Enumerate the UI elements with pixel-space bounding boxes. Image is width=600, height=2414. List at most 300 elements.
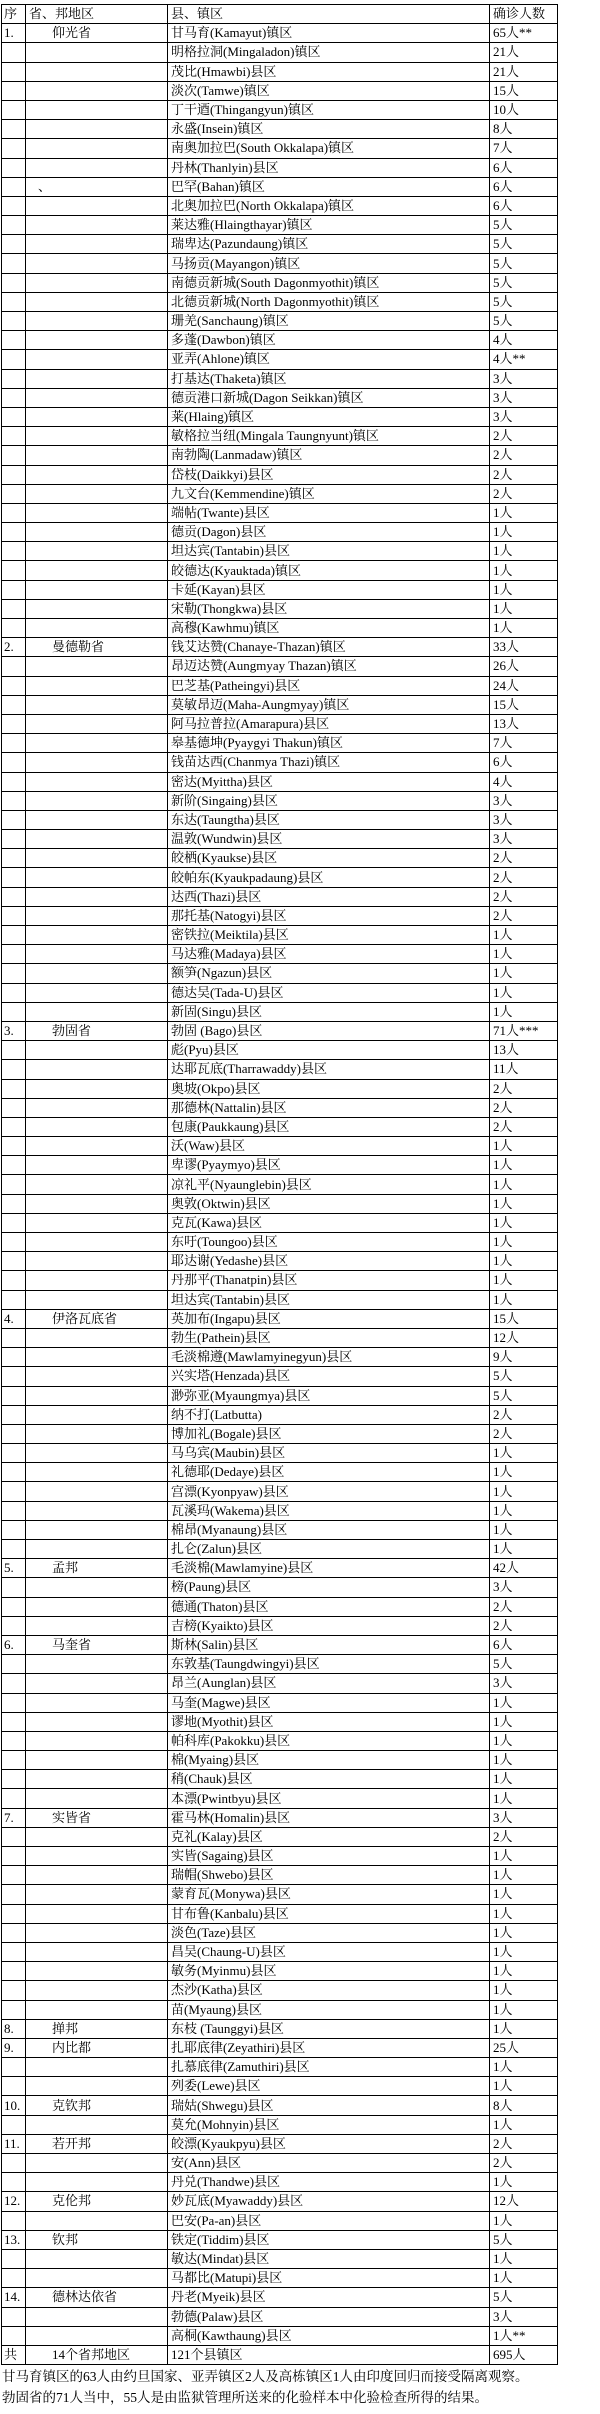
township-cell: 多蓬(Dawbon)镇区 <box>168 331 490 350</box>
confirmed-cases-cell: 3人 <box>490 1578 558 1597</box>
header-row <box>2 5 558 24</box>
row-number-cell <box>2 1712 26 1731</box>
row-number-cell <box>2 2058 26 2077</box>
row-number-cell <box>2 599 26 618</box>
confirmed-cases-cell: 1人 <box>490 1751 558 1770</box>
row-number-cell <box>2 1540 26 1559</box>
township-cell: 扎仑(Zalun)县区 <box>168 1540 490 1559</box>
confirmed-cases-cell: 2人 <box>490 446 558 465</box>
row-number-cell <box>2 1501 26 1520</box>
region-cell <box>26 1290 168 1309</box>
row-number-cell <box>2 484 26 503</box>
township-cell: 毛淡棉(Mawlamyine)县区 <box>168 1559 490 1578</box>
region-cell <box>26 254 168 273</box>
region-cell <box>26 503 168 522</box>
table-row <box>2 2134 558 2153</box>
confirmed-cases-cell: 5人 <box>490 1655 558 1674</box>
row-number-cell <box>2 1290 26 1309</box>
township-cell: 敏达(Mindat)县区 <box>168 2249 490 2268</box>
township-cell: 瓦溪玛(Wakema)县区 <box>168 1501 490 1520</box>
table-row <box>2 1117 558 1136</box>
confirmed-cases-cell: 6人 <box>490 177 558 196</box>
row-number-cell <box>2 1923 26 1942</box>
table-row <box>2 1827 558 1846</box>
table-row <box>2 2154 558 2173</box>
township-cell: 帕科库(Pakokku)县区 <box>168 1731 490 1750</box>
row-number-cell <box>2 1405 26 1424</box>
table-row <box>2 1885 558 1904</box>
row-number-cell <box>2 158 26 177</box>
table-row <box>2 2038 558 2057</box>
region-cell <box>26 62 168 81</box>
township-cell: 马扬贡(Mayangon)镇区 <box>168 254 490 273</box>
row-number-cell <box>2 1386 26 1405</box>
region-cell <box>26 273 168 292</box>
table-row <box>2 1808 558 1827</box>
row-number-cell <box>2 2269 26 2288</box>
table-row <box>2 2192 558 2211</box>
table-row <box>2 1213 558 1232</box>
row-number-cell <box>2 235 26 254</box>
table-row <box>2 2230 558 2249</box>
township-cell: 南德贡新城(South Dagonmyothit)镇区 <box>168 273 490 292</box>
township-cell: 谬地(Myothit)县区 <box>168 1712 490 1731</box>
region-cell: 实皆省 <box>26 1808 168 1827</box>
confirmed-cases-cell: 3人 <box>490 1808 558 1827</box>
row-number-cell <box>2 1578 26 1597</box>
confirmed-cases-cell: 1人 <box>490 1137 558 1156</box>
confirmed-cases-cell: 1人 <box>490 1252 558 1271</box>
township-cell: 端帖(Twante)县区 <box>168 503 490 522</box>
row-number-cell <box>2 139 26 158</box>
township-cell: 明格拉洞(Mingaladon)镇区 <box>168 43 490 62</box>
confirmed-cases-cell: 1人 <box>490 1463 558 1482</box>
township-cell: 沃(Waw)县区 <box>168 1137 490 1156</box>
township-cell: 打基达(Thaketa)镇区 <box>168 369 490 388</box>
region-cell <box>26 1866 168 1885</box>
township-cell: 那德林(Nattalin)县区 <box>168 1098 490 1117</box>
table-row <box>2 1540 558 1559</box>
row-number-cell <box>2 2154 26 2173</box>
confirmed-cases-cell: 2人 <box>490 2154 558 2173</box>
region-cell: 、 <box>26 177 168 196</box>
table-row <box>2 1328 558 1347</box>
township-cell: 斯林(Salin)县区 <box>168 1635 490 1654</box>
table-row <box>2 2249 558 2268</box>
region-cell <box>26 465 168 484</box>
row-number-cell <box>2 177 26 196</box>
township-cell: 马奎(Magwe)县区 <box>168 1693 490 1712</box>
table-row <box>2 1942 558 1961</box>
confirmed-cases-cell: 1人 <box>490 1271 558 1290</box>
township-cell: 列委(Lewe)县区 <box>168 2077 490 2096</box>
row-number-cell <box>2 1424 26 1443</box>
region-cell <box>26 1367 168 1386</box>
confirmed-cases-cell: 1人 <box>490 1712 558 1731</box>
township-cell: 南奥加拉巴(South Okkalapa)镇区 <box>168 139 490 158</box>
region-cell: 德林达依省 <box>26 2288 168 2307</box>
row-number-cell <box>2 1233 26 1252</box>
region-cell <box>26 1693 168 1712</box>
confirmed-cases-cell: 65人** <box>490 24 558 43</box>
township-cell: 卑谬(Pyaymyo)县区 <box>168 1156 490 1175</box>
row-number-cell <box>2 983 26 1002</box>
township-cell: 勃德(Palaw)县区 <box>168 2307 490 2326</box>
confirmed-cases-cell: 1人 <box>490 1194 558 1213</box>
row-number-cell <box>2 1098 26 1117</box>
row-number-cell: 3. <box>2 1021 26 1040</box>
township-cell: 九文台(Kemmendine)镇区 <box>168 484 490 503</box>
row-number-cell <box>2 964 26 983</box>
table-row <box>2 2307 558 2326</box>
confirmed-cases-cell: 1人 <box>490 2019 558 2038</box>
row-number-cell <box>2 216 26 235</box>
region-cell <box>26 1386 168 1405</box>
table-row <box>2 465 558 484</box>
township-cell: 霍马林(Homalin)县区 <box>168 1808 490 1827</box>
row-number-cell <box>2 388 26 407</box>
table-row <box>2 1520 558 1539</box>
region-cell <box>26 1328 168 1347</box>
region-cell <box>26 1348 168 1367</box>
confirmed-cases-cell: 1人 <box>490 599 558 618</box>
region-cell <box>26 1597 168 1616</box>
table-row <box>2 1290 558 1309</box>
confirmed-cases-cell: 1人 <box>490 1520 558 1539</box>
table-header <box>2 5 558 24</box>
table-row <box>2 1137 558 1156</box>
region-cell <box>26 1233 168 1252</box>
confirmed-cases-cell: 42人 <box>490 1559 558 1578</box>
table-row <box>2 1789 558 1808</box>
region-cell <box>26 1213 168 1232</box>
township-cell: 那托基(Natogyi)县区 <box>168 906 490 925</box>
confirmed-cases-cell: 2人 <box>490 1117 558 1136</box>
table-row <box>2 676 558 695</box>
row-number-cell <box>2 2211 26 2230</box>
row-number-cell <box>2 906 26 925</box>
region-cell <box>26 2000 168 2019</box>
region-cell: 曼德勒省 <box>26 638 168 657</box>
row-number-cell <box>2 1731 26 1750</box>
table-row <box>2 1098 558 1117</box>
confirmed-cases-cell: 8人 <box>490 120 558 139</box>
confirmed-cases-cell: 24人 <box>490 676 558 695</box>
row-number-cell <box>2 945 26 964</box>
table-row <box>2 1405 558 1424</box>
confirmed-cases-cell: 12人 <box>490 2192 558 2211</box>
township-cell: 彪(Pyu)县区 <box>168 1041 490 1060</box>
confirmed-cases-cell: 3人 <box>490 388 558 407</box>
table-row <box>2 2000 558 2019</box>
table-row <box>2 1424 558 1443</box>
township-cell: 苗(Myaung)县区 <box>168 2000 490 2019</box>
table-row <box>2 561 558 580</box>
row-number-cell <box>2 196 26 215</box>
row-number-cell <box>2 2173 26 2192</box>
township-cell: 莫敏昂迈(Maha-Aungmyay)镇区 <box>168 695 490 714</box>
table-row <box>2 906 558 925</box>
confirmed-cases-cell: 1人 <box>490 1962 558 1981</box>
township-cell: 莱达雅(Hlaingthayar)镇区 <box>168 216 490 235</box>
confirmed-cases-cell: 1人 <box>490 964 558 983</box>
township-cell: 宋勒(Thongkwa)县区 <box>168 599 490 618</box>
row-number-cell <box>2 772 26 791</box>
row-number-cell <box>2 369 26 388</box>
confirmed-cases-cell: 5人 <box>490 2288 558 2307</box>
table-row <box>2 830 558 849</box>
region-cell <box>26 2115 168 2134</box>
township-cell: 马达雅(Madaya)县区 <box>168 945 490 964</box>
region-cell <box>26 1540 168 1559</box>
table-row <box>2 657 558 676</box>
township-cell: 本漂(Pwintbyu)县区 <box>168 1789 490 1808</box>
region-cell <box>26 887 168 906</box>
township-cell: 密达(Myittha)县区 <box>168 772 490 791</box>
township-cell: 奥敦(Oktwin)县区 <box>168 1194 490 1213</box>
table-row <box>2 619 558 638</box>
region-cell <box>26 906 168 925</box>
confirmed-cases-cell: 6人 <box>490 196 558 215</box>
confirmed-cases-cell: 6人 <box>490 158 558 177</box>
confirmed-cases-cell: 15人 <box>490 81 558 100</box>
township-cell: 新阶(Singaing)县区 <box>168 791 490 810</box>
township-cell: 皎德达(Kyauktada)镇区 <box>168 561 490 580</box>
row-number-cell <box>2 292 26 311</box>
township-cell: 北奥加拉巴(North Okkalapa)镇区 <box>168 196 490 215</box>
table-row <box>2 1712 558 1731</box>
table-row <box>2 100 558 119</box>
region-cell <box>26 1194 168 1213</box>
table-body <box>2 24 558 2346</box>
table-row <box>2 62 558 81</box>
row-number-cell: 10. <box>2 2096 26 2115</box>
confirmed-cases-cell: 1人 <box>490 2000 558 2019</box>
table-row <box>2 331 558 350</box>
township-cell: 密铁拉(Meiktila)县区 <box>168 926 490 945</box>
township-cell: 额笋(Ngazun)县区 <box>168 964 490 983</box>
table-row <box>2 945 558 964</box>
total-confirmed-cases: 695人 <box>490 2345 558 2364</box>
township-cell: 南勃陶(Lanmadaw)镇区 <box>168 446 490 465</box>
confirmed-cases-cell: 3人 <box>490 2307 558 2326</box>
township-cell: 榜(Paung)县区 <box>168 1578 490 1597</box>
confirmed-cases-cell: 2人 <box>490 1424 558 1443</box>
township-cell: 皎栖(Kyaukse)县区 <box>168 849 490 868</box>
township-cell: 棉昂(Myanaung)县区 <box>168 1520 490 1539</box>
township-cell: 勃生(Pathein)县区 <box>168 1328 490 1347</box>
region-cell: 勃固省 <box>26 1021 168 1040</box>
township-cell: 英加布(Ingapu)县区 <box>168 1309 490 1328</box>
township-cell: 渺弥亚(Myaungmya)县区 <box>168 1386 490 1405</box>
row-number-cell <box>2 580 26 599</box>
row-number-cell <box>2 1079 26 1098</box>
region-cell <box>26 120 168 139</box>
confirmed-cases-cell: 5人 <box>490 1367 558 1386</box>
row-number-cell <box>2 2115 26 2134</box>
row-number-cell <box>2 120 26 139</box>
table-row <box>2 926 558 945</box>
region-cell <box>26 292 168 311</box>
township-cell: 北德贡新城(North Dagonmyothit)镇区 <box>168 292 490 311</box>
region-cell <box>26 1847 168 1866</box>
table-row <box>2 1578 558 1597</box>
table-total <box>2 2345 558 2364</box>
row-number-cell <box>2 1463 26 1482</box>
township-cell: 东敦基(Taungdwingyi)县区 <box>168 1655 490 1674</box>
region-cell <box>26 1770 168 1789</box>
region-cell <box>26 964 168 983</box>
table-row <box>2 868 558 887</box>
confirmed-cases-cell: 1人 <box>490 2173 558 2192</box>
row-number-cell <box>2 714 26 733</box>
region-cell <box>26 1655 168 1674</box>
township-cell: 温敦(Wundwin)县区 <box>168 830 490 849</box>
region-cell <box>26 235 168 254</box>
row-number-cell: 8. <box>2 2019 26 2038</box>
table-row <box>2 1981 558 2000</box>
row-number-cell: 7. <box>2 1808 26 1827</box>
region-cell <box>26 1942 168 1961</box>
table-row <box>2 407 558 426</box>
township-cell: 奥坡(Okpo)县区 <box>168 1079 490 1098</box>
row-number-cell <box>2 331 26 350</box>
region-cell: 钦邦 <box>26 2230 168 2249</box>
row-number-cell: 12. <box>2 2192 26 2211</box>
total-row <box>2 2345 558 2364</box>
confirmed-cases-cell: 2人 <box>490 1079 558 1098</box>
township-cell: 坦达宾(Tantabin)县区 <box>168 542 490 561</box>
township-cell: 丹那平(Thanatpin)县区 <box>168 1271 490 1290</box>
township-cell: 丹兑(Thandwe)县区 <box>168 2173 490 2192</box>
confirmed-cases-cell: 2人 <box>490 887 558 906</box>
table-row <box>2 1751 558 1770</box>
table-row <box>2 1655 558 1674</box>
row-number-cell: 14. <box>2 2288 26 2307</box>
township-cell: 新固(Singu)县区 <box>168 1002 490 1021</box>
footnote: 甘马育镇区的63人由约旦国家、亚弄镇区2人及高栋镇区1人由印度回归而接受隔离观察。 <box>2 2369 529 2385</box>
row-number-cell <box>2 254 26 273</box>
table-row <box>2 1731 558 1750</box>
table-row <box>2 1156 558 1175</box>
table-row <box>2 1271 558 1290</box>
region-cell <box>26 427 168 446</box>
table-row <box>2 1367 558 1386</box>
table-row <box>2 1635 558 1654</box>
region-cell <box>26 1789 168 1808</box>
region-cell <box>26 1060 168 1079</box>
row-number-cell <box>2 1271 26 1290</box>
confirmed-cases-cell: 26人 <box>490 657 558 676</box>
township-cell: 安(Ann)县区 <box>168 2154 490 2173</box>
region-cell <box>26 1501 168 1520</box>
confirmed-cases-cell: 8人 <box>490 2096 558 2115</box>
confirmed-cases-cell: 2人 <box>490 1405 558 1424</box>
table-row <box>2 388 558 407</box>
table-row <box>2 1194 558 1213</box>
region-cell <box>26 1674 168 1693</box>
township-cell: 丹老(Myeik)县区 <box>168 2288 490 2307</box>
township-cell: 高桐(Kawthaung)县区 <box>168 2326 490 2345</box>
confirmed-cases-cell: 1人 <box>490 1847 558 1866</box>
row-number-cell: 13. <box>2 2230 26 2249</box>
row-number-cell <box>2 1060 26 1079</box>
township-cell: 克礼(Kalay)县区 <box>168 1827 490 1846</box>
confirmed-cases-cell: 1人 <box>490 1885 558 1904</box>
region-cell <box>26 484 168 503</box>
table-row <box>2 1060 558 1079</box>
confirmed-cases-cell: 1人 <box>490 1175 558 1194</box>
region-cell <box>26 868 168 887</box>
township-cell: 亚弄(Ahlone)镇区 <box>168 350 490 369</box>
confirmed-cases-cell: 5人 <box>490 2230 558 2249</box>
table-row <box>2 120 558 139</box>
row-number-cell <box>2 1520 26 1539</box>
table-row <box>2 2058 558 2077</box>
table-row <box>2 1079 558 1098</box>
township-cell: 克瓦(Kawa)县区 <box>168 1213 490 1232</box>
row-number-cell <box>2 1597 26 1616</box>
confirmed-cases-cell: 5人 <box>490 273 558 292</box>
confirmed-cases-cell: 13人 <box>490 714 558 733</box>
region-cell <box>26 580 168 599</box>
row-number-cell <box>2 1789 26 1808</box>
row-number-cell <box>2 1751 26 1770</box>
region-cell: 克伦邦 <box>26 2192 168 2211</box>
region-cell <box>26 695 168 714</box>
confirmed-cases-cell: 25人 <box>490 2038 558 2057</box>
table-row <box>2 580 558 599</box>
table-row <box>2 772 558 791</box>
row-number-cell <box>2 926 26 945</box>
table-row <box>2 2019 558 2038</box>
confirmed-cases-cell: 1人 <box>490 1731 558 1750</box>
region-cell: 内比都 <box>26 2038 168 2057</box>
township-cell: 莱(Hlaing)镇区 <box>168 407 490 426</box>
table-row <box>2 2173 558 2192</box>
township-cell: 达耶瓦底(Tharrawaddy)县区 <box>168 1060 490 1079</box>
township-cell: 丹林(Thanlyin)县区 <box>168 158 490 177</box>
region-cell <box>26 446 168 465</box>
table-row <box>2 638 558 657</box>
confirmed-cases-cell: 2人 <box>490 484 558 503</box>
row-number-cell <box>2 542 26 561</box>
township-cell: 东枝 (Taunggyi)县区 <box>168 2019 490 2038</box>
confirmed-cases-cell: 1人 <box>490 542 558 561</box>
confirmed-cases-cell: 1人 <box>490 2269 558 2288</box>
township-cell: 莫允(Mohnyin)县区 <box>168 2115 490 2134</box>
table-row <box>2 1616 558 1635</box>
row-number-cell <box>2 887 26 906</box>
region-cell <box>26 331 168 350</box>
row-number-cell <box>2 2249 26 2268</box>
confirmed-cases-cell: 2人 <box>490 849 558 868</box>
table-row <box>2 2288 558 2307</box>
confirmed-cases-cell: 1人 <box>490 1789 558 1808</box>
region-cell <box>26 599 168 618</box>
footnote: 勃固省的71人当中，55人是由监狱管理所送来的化验样本中化验检查所得的结果。 <box>2 2390 488 2406</box>
table-row <box>2 273 558 292</box>
row-number-cell <box>2 1348 26 1367</box>
region-cell <box>26 388 168 407</box>
region-cell: 若开邦 <box>26 2134 168 2153</box>
table-row <box>2 1233 558 1252</box>
table-row <box>2 1847 558 1866</box>
row-number-cell <box>2 62 26 81</box>
table-row <box>2 1482 558 1501</box>
township-cell: 珊羌(Sanchaung)镇区 <box>168 312 490 331</box>
table-row <box>2 2326 558 2345</box>
